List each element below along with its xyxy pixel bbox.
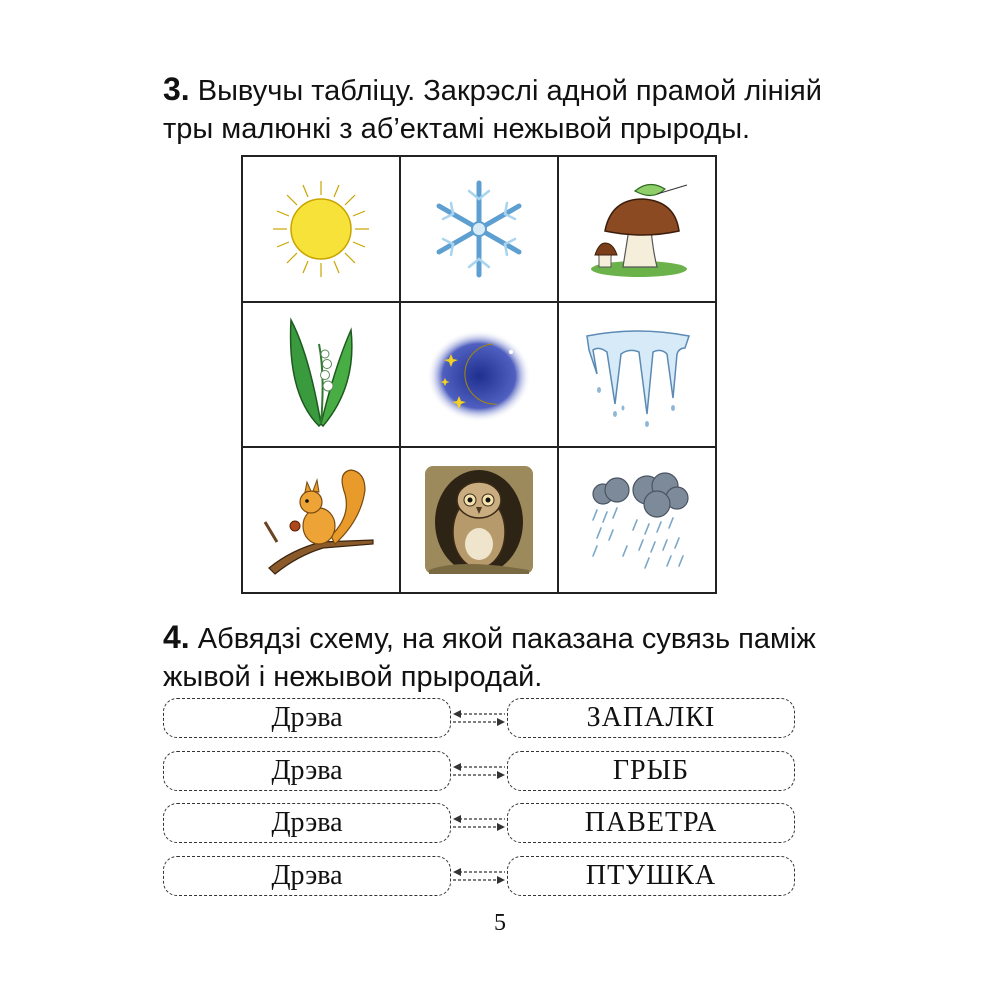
cell-lily-of-the-valley[interactable] [242, 302, 400, 448]
cell-moon[interactable] [400, 302, 558, 448]
double-arrow-icon [451, 706, 507, 730]
squirrel-icon [261, 460, 381, 580]
task-4-instructions [163, 618, 816, 696]
scheme-left-box[interactable]: Дрэва [163, 803, 451, 843]
picture-table [241, 155, 717, 594]
page-number: 5 [494, 910, 506, 936]
sun-icon [261, 169, 381, 289]
scheme-row [163, 698, 795, 738]
task-4-line-2: жывой і нежывой прыродай. [163, 661, 543, 693]
scheme-left-box[interactable]: Дрэва [163, 751, 451, 791]
cell-icicles[interactable] [558, 302, 716, 448]
task-4-number: 4. [163, 619, 190, 655]
cell-sun[interactable] [242, 156, 400, 302]
double-arrow-icon [451, 864, 507, 888]
task-3-line-1: Вывучы табліцу. Закрэслі адной прамой лініяй [197, 75, 822, 107]
moon-stars-icon [419, 314, 539, 434]
double-arrow-icon [451, 811, 507, 835]
double-arrow-icon [451, 759, 507, 783]
scheme-row [163, 751, 795, 791]
icicles-icon [577, 314, 697, 434]
task-3-instructions [163, 70, 822, 148]
snowflake-icon [419, 169, 539, 289]
rain-cloud-icon [577, 460, 697, 580]
cell-squirrel[interactable] [242, 447, 400, 593]
mushroom-icon [577, 169, 697, 289]
scheme-row [163, 856, 795, 896]
cell-mushroom[interactable] [558, 156, 716, 302]
cell-owl[interactable] [400, 447, 558, 593]
scheme-row [163, 803, 795, 843]
scheme-right-box[interactable]: ЗАПАЛКІ [507, 698, 795, 738]
task-3-number: 3. [163, 71, 190, 107]
owl-icon [419, 460, 539, 580]
scheme-right-box[interactable]: ПТУШКА [507, 856, 795, 896]
scheme-left-box[interactable]: Дрэва [163, 856, 451, 896]
task-3-line-2: тры малюнкі з аб’ектамі нежывой прыроды. [163, 113, 751, 145]
cell-rain-cloud[interactable] [558, 447, 716, 593]
scheme-left-box[interactable]: Дрэва [163, 698, 451, 738]
task-4-line-1: Абвядзі схему, на якой паказана сувязь паміж [197, 623, 816, 655]
scheme-right-box[interactable]: ПАВЕТРА [507, 803, 795, 843]
scheme-right-box[interactable]: ГРЫБ [507, 751, 795, 791]
cell-snowflake[interactable] [400, 156, 558, 302]
lily-of-the-valley-icon [261, 314, 381, 434]
